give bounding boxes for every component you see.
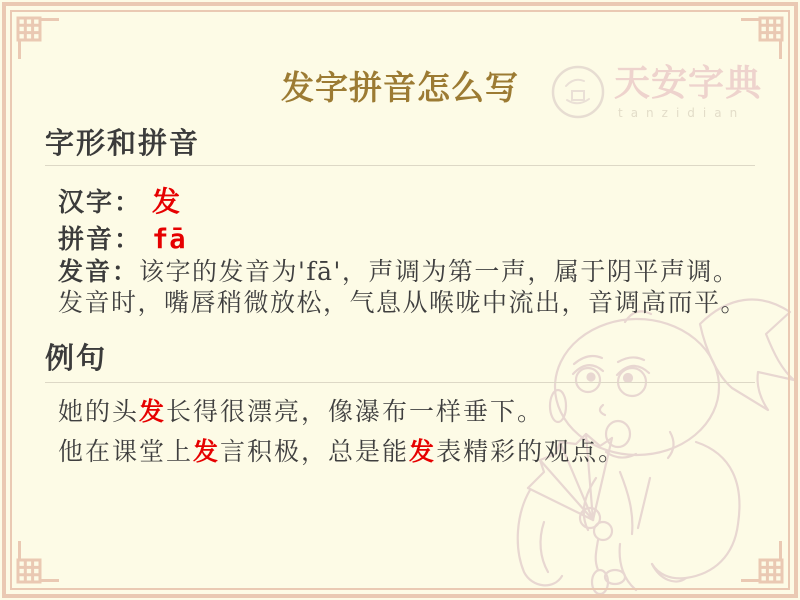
hanzi-row	[58, 180, 182, 220]
page-title: 发字拼音怎么写	[281, 68, 519, 107]
pinyin-value: fā	[152, 224, 187, 255]
section-divider	[45, 382, 755, 383]
pronunciation-text: 该字的发音为'fā'，声调为第一声，属于阴平声调。发音时，嘴唇稍微放松，气息从喉咙中流出，音调高而平。	[58, 257, 748, 317]
section-heading-examples: 例句	[45, 341, 108, 375]
hanzi-label: 汉字：	[58, 188, 143, 218]
logo-romanized: tanzidian	[617, 105, 746, 120]
logo-name: 天安字典	[613, 62, 762, 104]
hanzi-value: 发	[152, 185, 183, 218]
pinyin-row	[58, 219, 187, 256]
logo-text-block	[614, 64, 762, 120]
corner-ornament-icon	[741, 7, 793, 59]
corner-ornament-icon	[741, 541, 793, 593]
section-heading-shape-pinyin: 字形和拼音	[45, 126, 201, 160]
seal-circle-icon	[550, 64, 606, 120]
corner-ornament-icon	[7, 7, 59, 59]
site-logo[interactable]	[550, 64, 762, 120]
example-sentence: 他在课堂上发言积极，总是能发表精彩的观点。	[58, 437, 626, 466]
example-sentence: 她的头发长得很漂亮，像瀑布一样垂下。	[58, 397, 545, 426]
pronunciation-label: 发音：	[58, 257, 140, 286]
pronunciation-paragraph	[58, 256, 760, 318]
corner-ornament-icon	[7, 541, 59, 593]
section-divider	[45, 165, 755, 166]
pinyin-label: 拼音：	[58, 225, 143, 255]
